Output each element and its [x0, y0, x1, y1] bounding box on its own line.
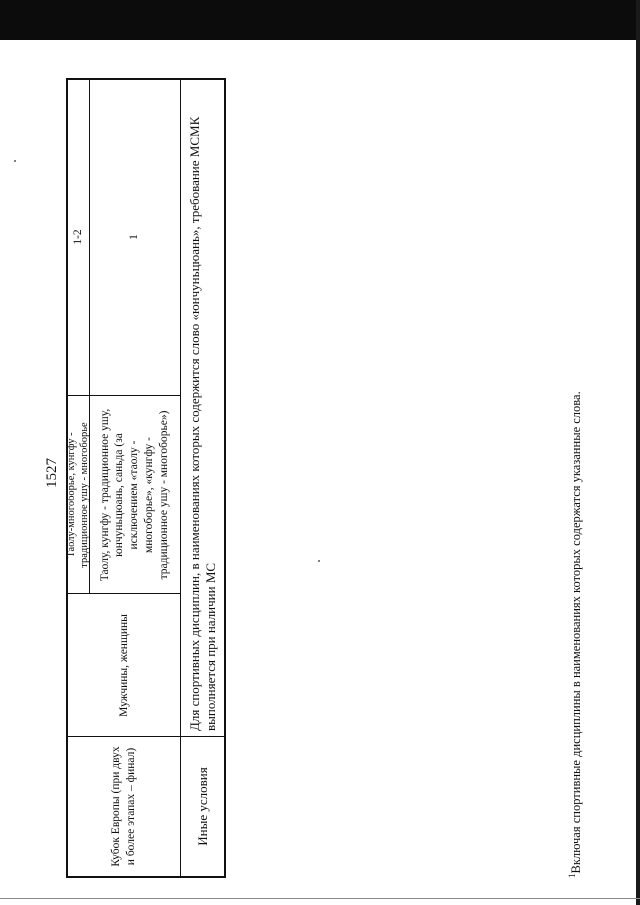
page-number: 1527: [44, 458, 60, 488]
competition-cell: Кубок Европы (при двух и более этапах – финал): [110, 746, 137, 867]
place-cell-1: 1-2: [72, 229, 85, 245]
gender-cell: Мужчины, женщины: [117, 614, 130, 717]
other-conditions-label: Иные условия: [194, 767, 210, 846]
discipline-cell-1: Таолу-многоборье, кунгфу - традиционное ушу - многоборье: [66, 422, 90, 568]
discipline-cell-2: Таолу, кунгфу - традиционное ушу, юнчуньцюань, саньда (за исключением «таолу - многоборье», «кунгфу - традиционное ушу - многоборье»): [98, 408, 170, 582]
footnote-marker: 1: [567, 873, 577, 878]
place-cell-2: 1: [128, 234, 141, 240]
standards-table: [66, 78, 226, 878]
footnote-text: Включая спортивные дисциплины в наименованиях которых содержатся указанные слова.: [569, 391, 584, 874]
footnote: [567, 391, 584, 878]
other-conditions-text: Для спортивных дисциплин, в наименованиях которых содержится слово «юнчуньцюань», требование МСМК выполняется при наличии МС: [187, 116, 218, 731]
